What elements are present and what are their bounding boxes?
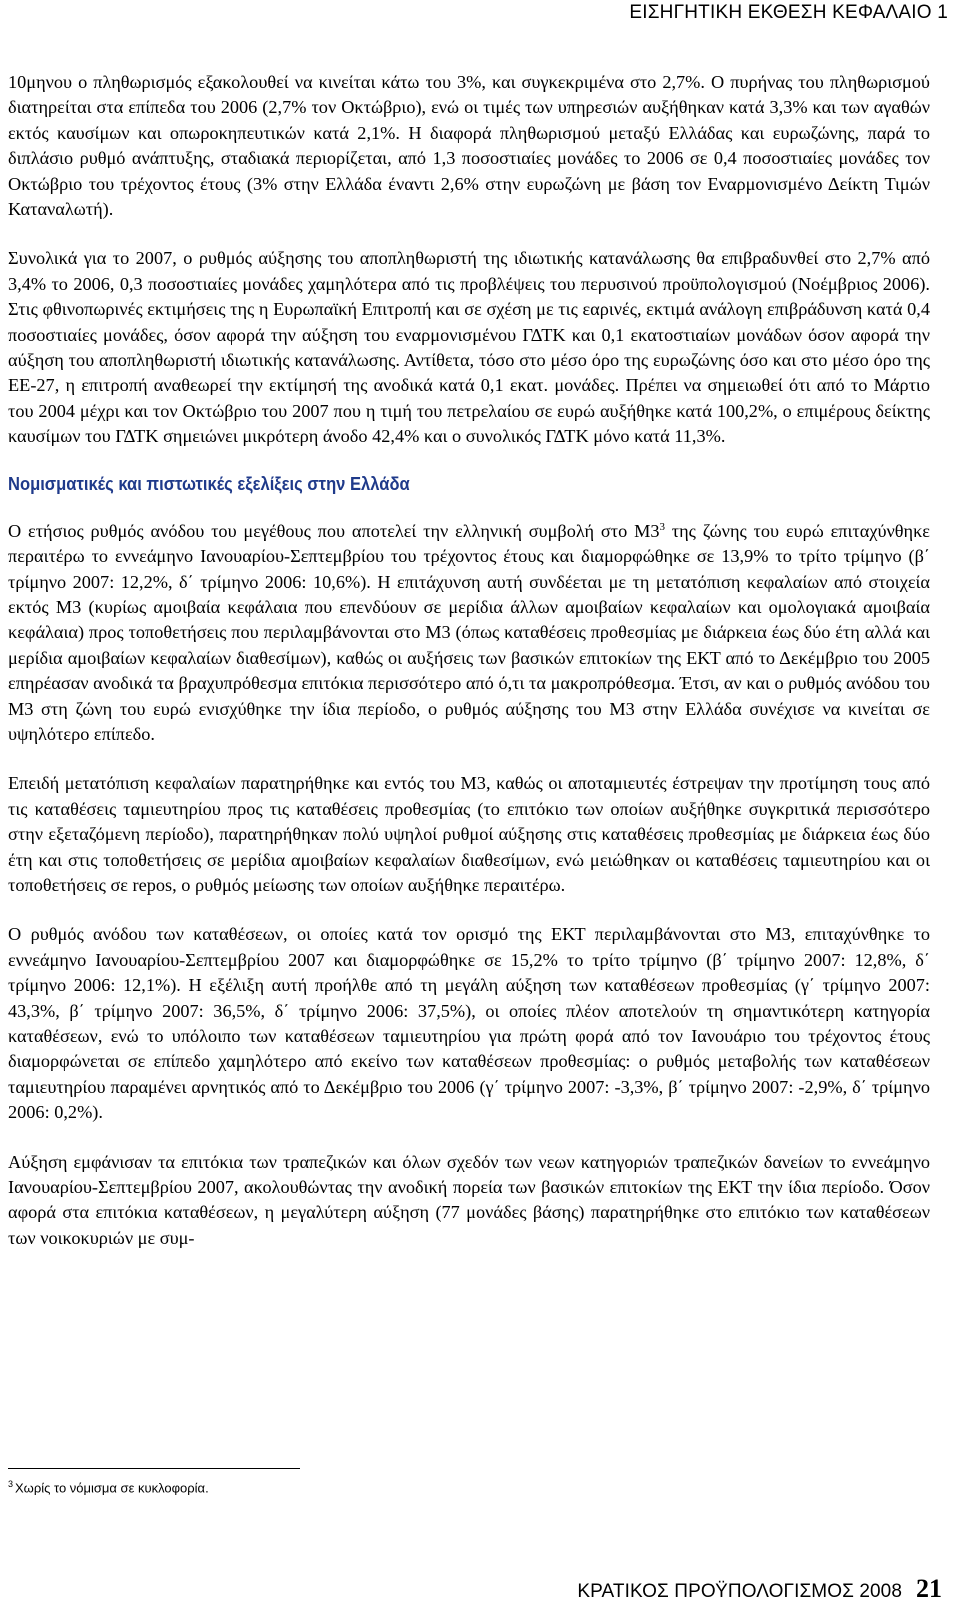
footnote-reference: 3	[659, 520, 665, 533]
footnote-marker: 3	[8, 1479, 14, 1489]
paragraph-interest-rates: Αύξηση εμφάνισαν τα επιτόκια των τραπεζικών και όλων σχεδόν των νεων κατηγοριών τραπεζικών δανείων το εννεάμηνο Ιανουαρίου-Σεπτεμβρίου 2007, ακολουθώντας την ανοδική πορεία των βασικών επιτοκίων της ΕΚΤ την ίδια περίοδο. Όσον αφορά στα επιτόκια καταθέσεων, η μεγαλύτερη αύξηση (77 μονάδες βάσης) παρατηρήθηκε στο επιτόκιο των καταθέσεων των νοικοκυριών με συμ-	[8, 1151, 930, 1248]
section-heading: Νομισματικές και πιστωτικές εξελίξεις στην Ελλάδα	[8, 473, 410, 494]
paragraph-inflation-continued: 10μηνου ο πληθωρισμός εξακολουθεί να κινείται κάτω του 3%, και συγκεκριμένα στο 2,7%. Ο πυρήνας του πληθωρισμού διατηρείται στα επίπεδα του 2006 (2,7% τον Οκτώβριο), ενώ οι τιμές των υπηρεσιών αυξήθηκαν κατά 3,3% και των αγαθών εκτός καυσίμων και οπωροκηπευτικών κατά 2,1%. Η διαφορά πληθωρισμού μεταξύ Ελλάδας και ευρωζώνης, παρά το διπλάσιο ρυθμό ανάπτυξης, σταδιακά περιορίζεται, από 1,3 ποσοστιαίες μονάδες το 2006 σε 0,4 ποσοστιαίες μονάδες τον Οκτώβριο του τρέχοντος έτους (3% στην Ελλάδα έναντι 2,6% στην ευρωζώνη με βάση τον Εναρμονισμένο Δείκτη Τιμών Καταναλωτή).	[8, 72, 930, 220]
paragraph-m3-growth-part1: Ο ετήσιος ρυθμός ανόδου του μεγέθους που αποτελεί την ελληνική συμβολή στο Μ3	[8, 520, 660, 541]
running-header: ΕΙΣΗΓΗΤΙΚΗ ΕΚΘΕΣΗ ΚΕΦΑΛΑΙΟ 1	[629, 2, 948, 23]
paragraph-deposits-growth: Ο ρυθμός ανόδου των καταθέσεων, οι οποίες κατά τον ορισμό της ΕΚΤ περιλαμβάνονται στο Μ3, επιταχύνθηκε το εννεάμηνο Ιανουαρίου-Σεπτεμβρίου 2007 και διαμορφώθηκε σε 15,2% το τρίτο τρίμηνο (β΄ τρίμηνο 2007: 12,8%, δ΄ τρίμηνο 2006: 12,1%). Η εξέλιξη αυτή προήλθε από τη μεγάλη αύξηση των καταθέσεων προθεσμίας (γ΄ τρίμηνο 2007: 43,3%, β΄ τρίμηνο 2007: 36,5%, δ΄ τρίμηνο 2006: 37,5%), οι οποίες πλέον αποτελούν τη σημαντικότερη κατηγορία καταθέσεων, ενώ το υπόλοιπο των καταθέσεων ταμιευτηρίου για πρώτη φορά από τον Ιανουάριο του τρέχοντος έτους διαμορφώνεται σε επίπεδο χαμηλότερο από εκείνο των καταθέσεων προθεσμίας: ο ρυθμός μεταβολής των καταθέσεων ταμιευτηρίου παραμένει αρνητικός από το Δεκέμβριο του 2006 (γ΄ τρίμηνο 2007: -3,3%, β΄ τρίμηνο 2007: -2,9%, δ΄ τρίμηνο 2006: 0,2%).	[8, 924, 930, 1123]
page-number: 21	[916, 1574, 942, 1603]
footnote-separator	[8, 1468, 300, 1469]
footnote	[8, 1479, 209, 1495]
paragraph-m3-growth-part2: της ζώνης του ευρώ επιταχύνθηκε περαιτέρω το εννεάμηνο Ιανουαρίου-Σεπτεμβρίου του τρέχοντος έτους και διαμορφώθηκε σε 13,9% το τρίτο τρίμηνο (β΄ τρίμηνο 2007: 12,2%, δ΄ τρίμηνο 2006: 10,6%). Η επιτάχυνση αυτή συνδέεται με τη μετατόπιση κεφαλαίων από στοιχεία εκτός Μ3 (κυρίως αμοιβαία κεφάλαια που επενδύουν σε μερίδια άλλων αμοιβαίων κεφαλαίων και ομολογιακά αμοιβαία κεφάλαια) προς τοποθετήσεις που περιλαμβάνονται στο Μ3 (όπως καταθέσεις προθεσμίας με διάρκεια έως δύο έτη αλλά και μερίδια αμοιβαίων κεφαλαίων διαθεσίμων), καθώς οι αυξήσεις των βασικών επιτοκίων της ΕΚΤ από το Δεκέμβριο του 2005 επηρέασαν ανοδικά τα βραχυπρόθεσμα επιτόκια περισσότερο από ό,τι τα μακροπρόθεσμα. Έτσι, αν και ο ρυθμός ανόδου του Μ3 στη ζώνη του ευρώ ενισχύθηκε την ίδια περίοδο, ο ρυθμός αύξησης του Μ3 στην Ελλάδα συνέχισε να κινείται σε υψηλότερο επίπεδο.	[8, 520, 930, 744]
document-body	[8, 70, 930, 1275]
paragraph-capital-shift: Επειδή μετατόπιση κεφαλαίων παρατηρήθηκε και εντός του Μ3, καθώς οι αποταμιευτές έστρεψαν την προτίμηση τους από τις καταθέσεις ταμιευτηρίου προς τις καταθέσεις προθεσμίας (το επιτόκιο των οποίων αυξήθηκε συγκριτικά περισσότερο στην εξεταζόμενη περίοδο), παρατηρήθηκαν πολύ υψηλοί ρυθμοί αύξησης στις καταθέσεις προθεσμίας με διάρκεια έως δύο έτη και στις τοποθετήσεις σε μερίδια αμοιβαίων κεφαλαίων διαθεσίμων, ενώ μειώθηκαν οι καταθέσεις ταμιευτηρίου και οι τοποθετήσεις σε repos, ο ρυθμός μείωσης των οποίων αυξήθηκε περαιτέρω.	[8, 773, 930, 895]
running-footer	[577, 1574, 942, 1604]
paragraph-m3-growth	[8, 519, 930, 748]
footer-title: ΚΡΑΤΙΚΟΣ ΠΡΟΫΠΟΛΟΓΙΣΜΟΣ 2008	[577, 1581, 902, 1602]
paragraph-consumption-deflator: Συνολικά για το 2007, ο ρυθμός αύξησης του αποπληθωριστή της ιδιωτικής κατανάλωσης θα επιβραδυνθεί στο 2,7% από 3,4% το 2006, 0,3 ποσοστιαίες μονάδες χαμηλότερα από τις προβλέψεις του περυσινού προϋπολογισμού (Νοέμβριος 2006). Στις φθινοπωρινές εκτιμήσεις της η Ευρωπαϊκή Επιτροπή και σε σχέση με τις εαρινές, εκτιμά ανάλογη επιβράδυνση κατά 0,4 ποσοστιαίες μονάδες, όσον αφορά την αύξηση του εναρμονισμένου ΓΔΤΚ και 0,1 εκατοστιαίων μονάδων όσον αφορά την αύξηση του αποπληθωριστή ιδιωτικής κατανάλωσης. Αντίθετα, τόσο στο μέσο όρο της ευρωζώνης όσο και στο μέσο όρο της ΕΕ-27, η επιτροπή αναθεωρεί την εκτίμησή της ανοδικά κατά 0,1 εκατ. μονάδες. Πρέπει να σημειωθεί ότι από το Μάρτιο του 2004 μέχρι και τον Οκτώβριο του 2007 που η τιμή του πετρελαίου σε ευρώ αυξήθηκε κατά 100,2%, ο επιμέρους δείκτης καυσίμων του ΓΔΤΚ σημειώνει μικρότερη άνοδο 42,4% και ο συνολικός ΓΔΤΚ μόνο κατά 11,3%.	[8, 248, 930, 447]
footnote-text: Χωρίς το νόμισμα σε κυκλοφορία.	[15, 1480, 209, 1496]
